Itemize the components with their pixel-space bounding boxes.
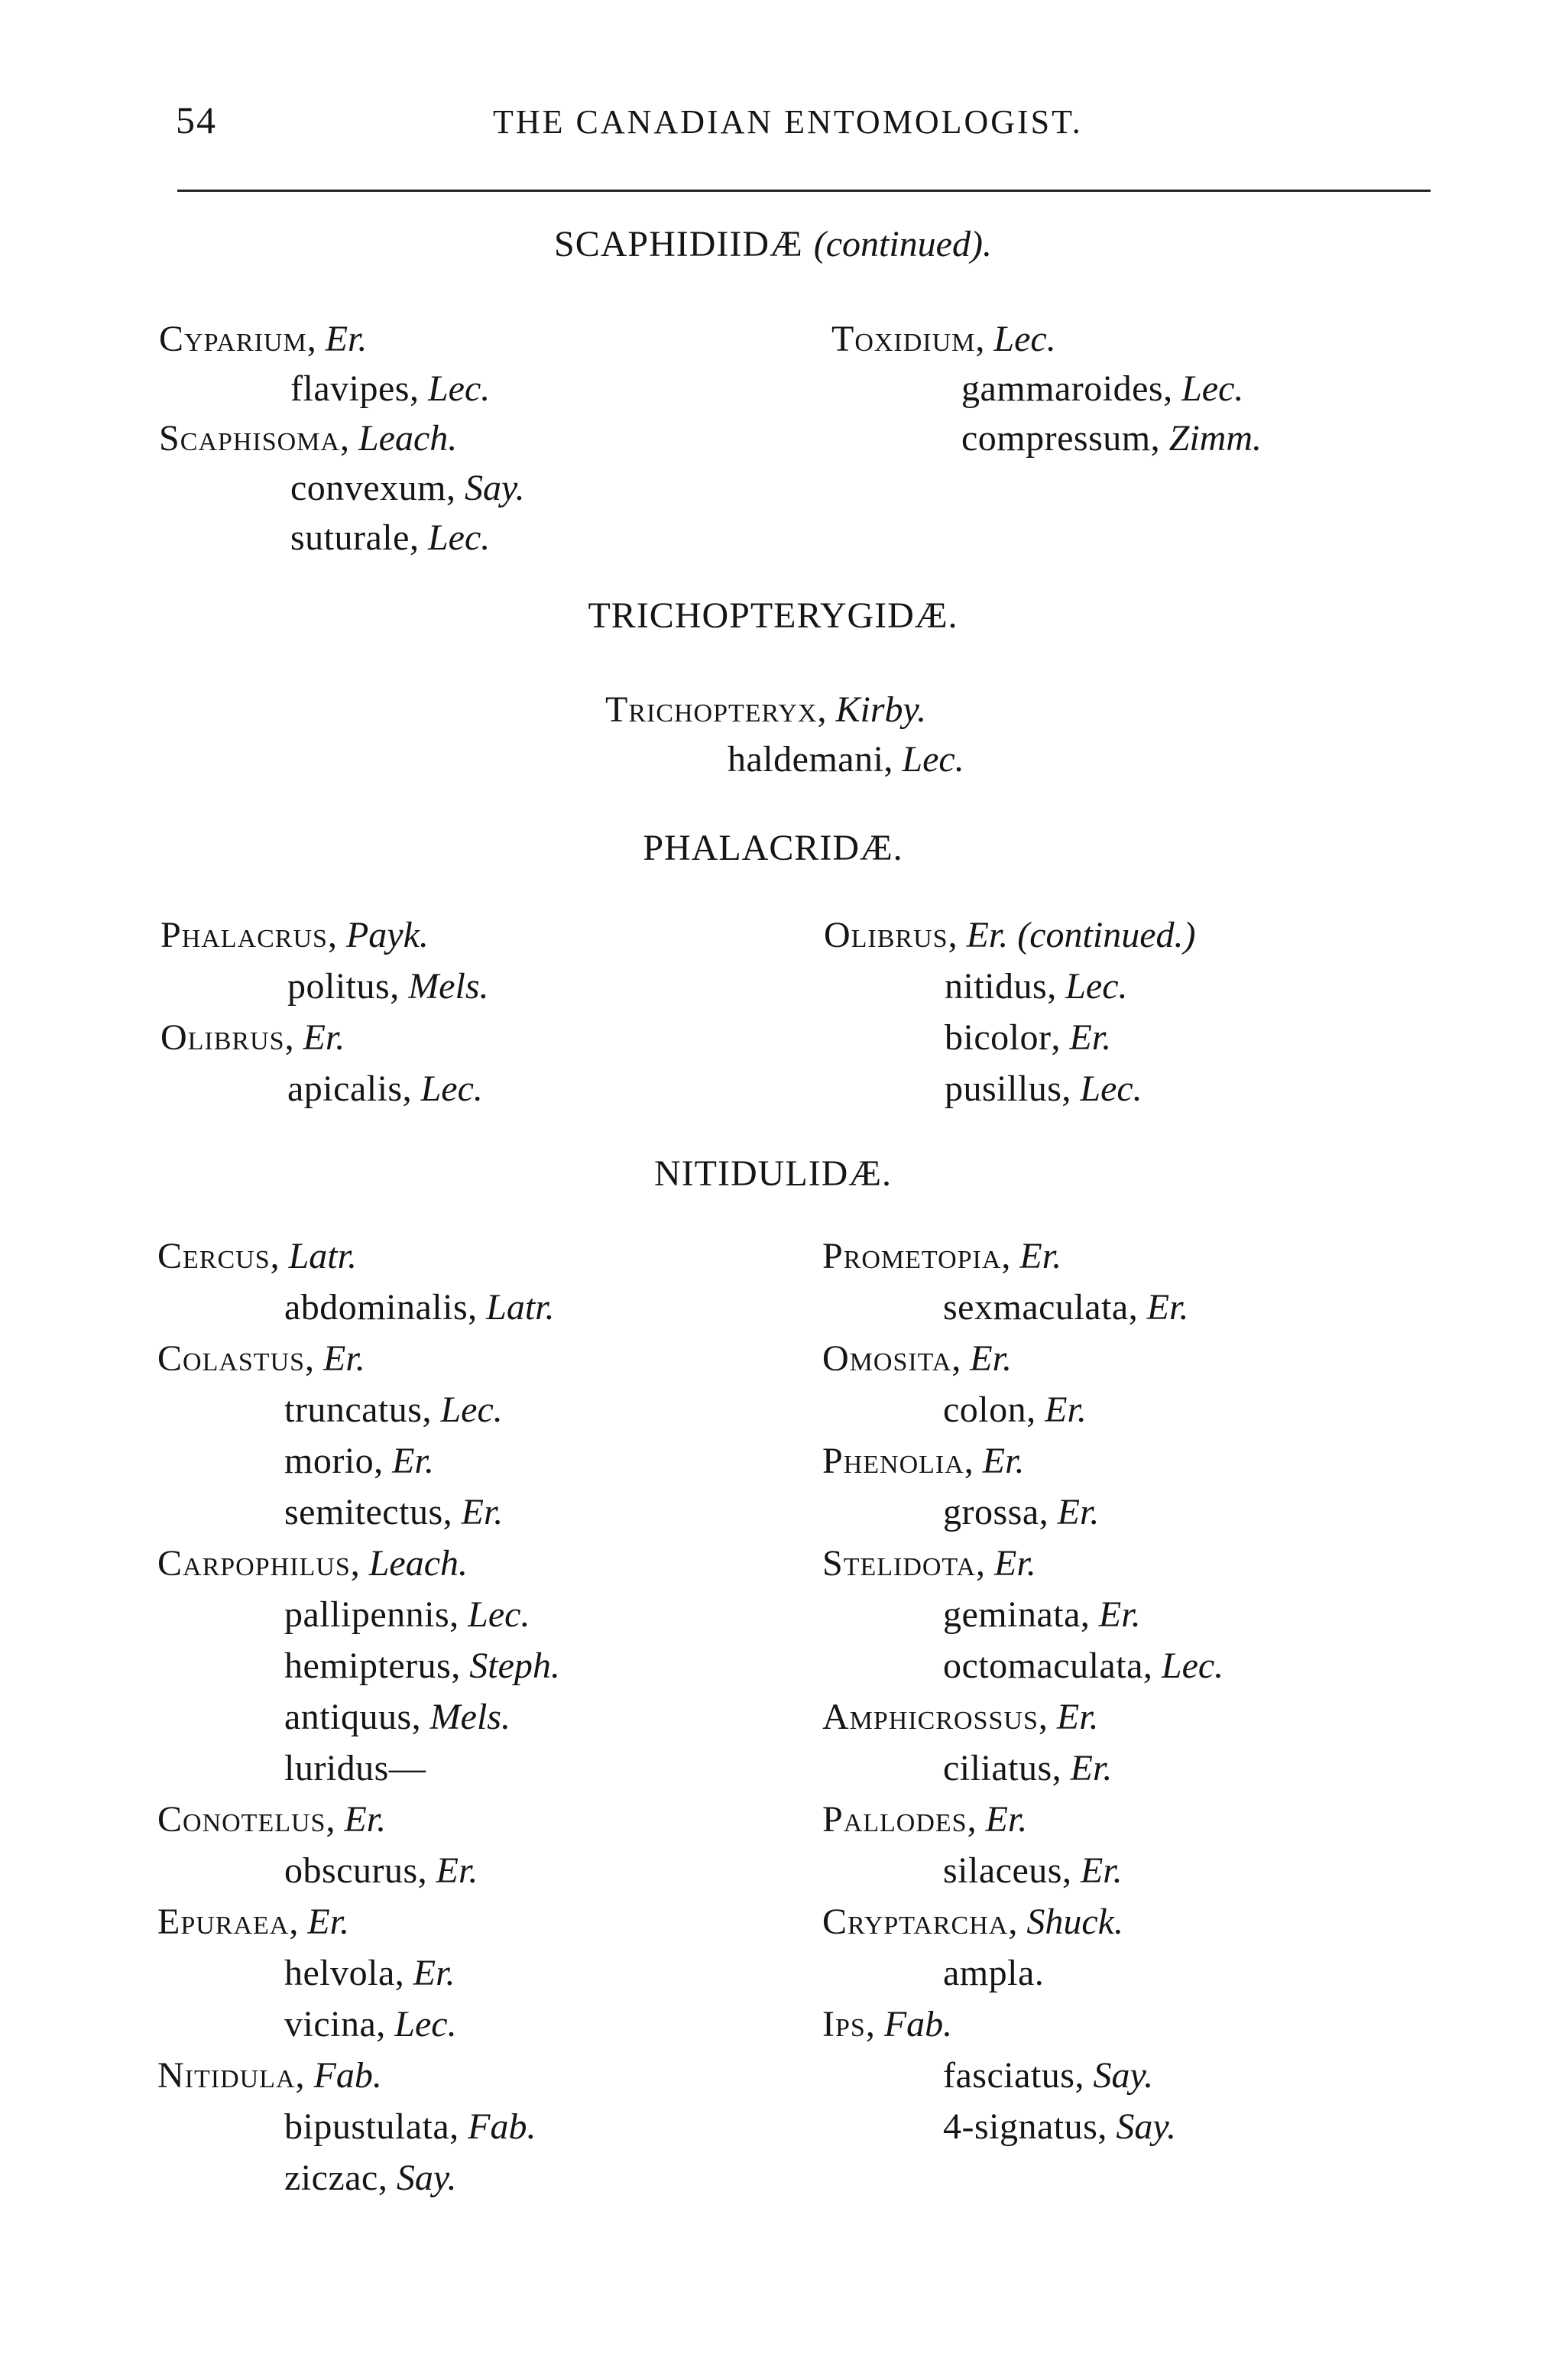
species-name: obscurus — [284, 1850, 418, 1891]
author-name: Lec. — [1181, 368, 1244, 409]
author-name: Fab. — [313, 2055, 382, 2096]
author-name: Zimm. — [1168, 418, 1262, 459]
author-name: Lec. — [440, 1389, 503, 1430]
genus-name: Olibrus — [824, 915, 948, 955]
author-name: Kirby. — [835, 689, 927, 730]
separator: , — [1052, 1748, 1071, 1788]
species-name: colon — [943, 1389, 1027, 1430]
separator: , — [339, 418, 358, 459]
author-name: Lec. — [427, 517, 491, 558]
genus-name: Colastus — [157, 1338, 306, 1379]
genus-name: Stelidota — [822, 1543, 977, 1584]
species-entry — [943, 1594, 1141, 1635]
species-entry — [284, 1955, 455, 1992]
author-name: Shuck. — [1026, 1902, 1123, 1942]
author-name: Leach. — [368, 1543, 468, 1584]
author-name: Lec. — [902, 739, 964, 780]
species-name: truncatus — [284, 1389, 423, 1430]
species-name: abdominalis — [284, 1287, 468, 1328]
species-entry — [945, 1068, 1142, 1109]
separator: , — [1038, 1697, 1057, 1737]
species-name: sexmaculata — [943, 1287, 1129, 1328]
species-name: morio — [284, 1441, 374, 1481]
species-entry — [945, 968, 1128, 1005]
author-name: Er. — [323, 1338, 365, 1379]
genus-name: Olibrus — [160, 1017, 285, 1058]
separator: , — [409, 368, 428, 409]
family-title: NITIDULIDÆ. — [654, 1153, 892, 1194]
species-name: compressum — [961, 418, 1151, 459]
species-entry — [943, 1850, 1123, 1891]
continued-note: (continued). — [813, 224, 992, 264]
species-entry — [961, 420, 1262, 457]
author-name: Leach. — [358, 418, 458, 459]
author-name: Er. — [344, 1799, 387, 1840]
species-entry — [943, 2106, 1176, 2147]
separator: , — [1039, 1492, 1058, 1532]
genus-entry — [831, 321, 1056, 358]
separator: , — [967, 1799, 986, 1840]
separator: , — [289, 1902, 308, 1942]
genus-name: Nitidula — [157, 2055, 296, 2096]
author-name: Say. — [1093, 2055, 1154, 2096]
author-name: Mels. — [429, 1697, 510, 1737]
author-name: Say. — [396, 2158, 457, 2198]
species-name: vicina — [284, 2004, 377, 2044]
separator: , — [1061, 1850, 1081, 1891]
species-name: silaceus — [943, 1850, 1062, 1891]
genus-entry — [822, 1801, 1027, 1838]
author-name: Er. — [1069, 1017, 1112, 1058]
family-title: TRICHOPTERYGIDÆ. — [588, 595, 958, 636]
author-name: Er. — [325, 319, 368, 359]
separator: , — [376, 2004, 395, 2044]
genus-entry — [822, 1443, 1024, 1480]
separator: , — [468, 1287, 487, 1328]
species-entry — [284, 1494, 503, 1531]
species-name: ampla. — [943, 1953, 1045, 1993]
author-name: Er. — [1146, 1287, 1189, 1328]
species-entry — [287, 1068, 483, 1109]
species-entry — [943, 1494, 1099, 1531]
species-entry — [943, 2057, 1153, 2094]
family-heading-scaphidiidae — [0, 223, 1546, 265]
genus-name: Phenolia — [822, 1441, 964, 1481]
genus-name: Pallodes — [822, 1799, 967, 1840]
species-name: luridus— — [284, 1748, 426, 1788]
separator: , — [865, 2004, 884, 2044]
separator: , — [1142, 1646, 1162, 1686]
species-name: apicalis — [287, 1068, 403, 1109]
species-entry — [284, 2006, 457, 2043]
species-entry — [943, 1750, 1112, 1787]
author-name: Er. — [1045, 1389, 1087, 1430]
genus-entry — [822, 1699, 1099, 1736]
genus-name: Omosita — [822, 1338, 952, 1379]
species-name: geminata — [943, 1594, 1081, 1635]
species-entry — [943, 1289, 1188, 1326]
species-name: bipustulata — [284, 2106, 450, 2147]
species-name: hemipterus — [284, 1646, 452, 1686]
separator: , — [378, 2158, 397, 2198]
author-name: Lec. — [427, 368, 491, 409]
author-name: Er. — [413, 1953, 455, 1993]
separator: , — [374, 1441, 393, 1481]
separator: , — [449, 1594, 468, 1635]
family-title: SCAPHIDIIDÆ — [554, 224, 803, 264]
genus-name: Cercus — [157, 1236, 271, 1276]
author-name: Lec. — [1080, 1068, 1142, 1109]
separator: , — [1047, 966, 1066, 1007]
page-number: 54 — [176, 99, 217, 141]
separator: , — [1150, 418, 1169, 459]
species-entry — [284, 1850, 478, 1891]
genus-entry — [822, 1338, 1012, 1379]
author-name: Er. — [985, 1799, 1028, 1840]
species-name: pusillus — [945, 1068, 1062, 1109]
species-entry — [961, 368, 1244, 409]
genus-entry — [157, 2057, 382, 2094]
genus-name: Ips — [822, 2004, 866, 2044]
separator: , — [409, 517, 428, 558]
author-name: Er. — [392, 1441, 434, 1481]
separator: , — [327, 915, 346, 955]
separator: , — [1061, 1068, 1081, 1109]
author-name: Er. — [307, 1902, 350, 1942]
family-heading-nitidulidae — [0, 1153, 1546, 1195]
separator: , — [449, 2106, 468, 2147]
author-name: Lec. — [394, 2004, 457, 2044]
genus-entry — [824, 917, 1196, 954]
author-name: Er. — [1056, 1697, 1099, 1737]
species-name: pallipennis — [284, 1594, 450, 1635]
species-entry — [287, 968, 489, 1005]
species-name: ziczac — [284, 2158, 378, 2198]
author-name: Er. — [982, 1441, 1025, 1481]
genus-name: Prometopia — [822, 1236, 1002, 1276]
author-name: Er. — [461, 1492, 504, 1532]
separator: , — [350, 1543, 369, 1584]
species-name: grossa — [943, 1492, 1039, 1532]
separator: , — [402, 1068, 421, 1109]
species-entry — [284, 1648, 560, 1684]
genus-entry — [605, 689, 927, 730]
species-entry — [943, 1648, 1224, 1684]
family-heading-phalacridae — [0, 827, 1546, 869]
species-entry — [728, 741, 964, 778]
genus-entry — [157, 1338, 365, 1379]
separator: , — [976, 1543, 995, 1584]
author-name: Er. — [1098, 1594, 1141, 1635]
genus-name: Phalacrus — [160, 915, 328, 955]
species-entry — [284, 1443, 434, 1480]
species-entry — [284, 1594, 530, 1635]
genus-name: Trichopteryx — [605, 689, 818, 730]
author-name: Lec. — [1161, 1646, 1224, 1686]
genus-entry — [157, 1904, 349, 1941]
separator: , — [948, 915, 967, 955]
genus-entry — [159, 321, 367, 358]
separator: , — [451, 1646, 470, 1686]
separator: , — [951, 1338, 971, 1379]
genus-entry — [822, 1545, 1036, 1582]
genus-entry — [157, 1238, 357, 1275]
separator: , — [883, 739, 903, 780]
author-name: Lec. — [993, 319, 1056, 359]
family-heading-trichopterygidae — [0, 595, 1546, 637]
author-name: Lec. — [468, 1594, 530, 1635]
separator: , — [1026, 1389, 1045, 1430]
separator: , — [1051, 1017, 1070, 1058]
genus-entry — [160, 1017, 345, 1058]
species-entry — [945, 1017, 1112, 1058]
journal-title: THE CANADIAN ENTOMOLOGIST. — [493, 103, 1083, 141]
separator: , — [411, 1697, 430, 1737]
species-name: suturale — [290, 517, 410, 558]
author-name: Mels. — [408, 966, 489, 1007]
species-entry — [284, 1750, 426, 1787]
author-name: Er. — [970, 1338, 1012, 1379]
author-name: Latr. — [486, 1287, 555, 1328]
species-entry — [284, 1389, 503, 1430]
species-name: fasciatus — [943, 2055, 1075, 2096]
species-name: helvola — [284, 1953, 395, 1993]
author-name: Er. — [994, 1543, 1036, 1584]
separator: , — [1001, 1236, 1020, 1276]
separator: , — [284, 1017, 303, 1058]
species-entry — [284, 2160, 457, 2197]
genus-entry — [157, 1801, 386, 1838]
separator: , — [1074, 2055, 1094, 2096]
separator: , — [1008, 1902, 1027, 1942]
species-name: gammaroides — [961, 368, 1164, 409]
species-entry — [284, 1699, 510, 1736]
species-name: flavipes — [290, 368, 410, 409]
species-name: semitectus — [284, 1492, 443, 1532]
author-name: Lec. — [420, 1068, 483, 1109]
species-entry — [290, 470, 525, 507]
author-name: Er. — [436, 1850, 478, 1891]
author-name: Er. — [1057, 1492, 1100, 1532]
genus-name: Epuraea — [157, 1902, 290, 1942]
author-name: Payk. — [345, 915, 429, 955]
genus-name: Carpophilus — [157, 1543, 351, 1584]
author-name: Say. — [464, 468, 525, 508]
separator: , — [1097, 2106, 1117, 2147]
author-name: Er. — [303, 1017, 345, 1058]
species-name: bicolor — [945, 1017, 1052, 1058]
species-entry — [290, 368, 491, 409]
genus-entry — [160, 917, 429, 954]
species-entry — [290, 517, 491, 558]
species-name: nitidus — [945, 966, 1048, 1007]
separator: , — [394, 1953, 413, 1993]
author-name: Fab. — [883, 2004, 953, 2044]
species-name: ciliatus — [943, 1748, 1052, 1788]
genus-name: Amphicrossus — [822, 1697, 1039, 1737]
separator: , — [964, 1441, 983, 1481]
genus-name: Conotelus — [157, 1799, 326, 1840]
separator: , — [390, 966, 409, 1007]
author-name: Er. — [1070, 1748, 1113, 1788]
genus-entry — [822, 1904, 1123, 1941]
separator: , — [442, 1492, 462, 1532]
author-name: Er. (continued.) — [966, 915, 1196, 955]
genus-name: Cryptarcha — [822, 1902, 1009, 1942]
author-name: Latr. — [288, 1236, 357, 1276]
genus-name: Scaphisoma — [159, 418, 340, 459]
separator: , — [975, 319, 994, 359]
author-name: Steph. — [469, 1646, 560, 1686]
header-rule — [177, 190, 1431, 192]
species-entry — [284, 2106, 536, 2147]
species-name: 4-signatus — [943, 2106, 1098, 2147]
author-name: Lec. — [1065, 966, 1128, 1007]
species-name: convexum — [290, 468, 446, 508]
running-header — [0, 98, 1546, 151]
separator: , — [270, 1236, 289, 1276]
genus-name: Toxidium — [831, 319, 976, 359]
separator: , — [1128, 1287, 1147, 1328]
author-name: Er. — [1080, 1850, 1123, 1891]
species-name: politus — [287, 966, 391, 1007]
species-name: octomaculata — [943, 1646, 1143, 1686]
genus-name: Cyparium — [159, 319, 307, 359]
author-name: Say. — [1116, 2106, 1176, 2147]
genus-entry — [822, 1238, 1061, 1275]
species-name: antiquus — [284, 1697, 412, 1737]
separator: , — [1080, 1594, 1099, 1635]
species-entry — [943, 1955, 1044, 1992]
separator: , — [1163, 368, 1182, 409]
family-title: PHALACRIDÆ. — [643, 828, 903, 868]
author-name: Er. — [1019, 1236, 1062, 1276]
separator: , — [326, 1799, 345, 1840]
separator: , — [305, 1338, 324, 1379]
genus-entry — [822, 2006, 952, 2043]
species-entry — [943, 1389, 1087, 1430]
separator: , — [417, 1850, 436, 1891]
separator: , — [422, 1389, 441, 1430]
separator: , — [817, 689, 836, 730]
separator: , — [446, 468, 465, 508]
species-name: haldemani — [728, 739, 884, 780]
genus-entry — [159, 420, 457, 457]
species-entry — [284, 1289, 555, 1326]
genus-entry — [157, 1545, 468, 1582]
separator: , — [306, 319, 326, 359]
separator: , — [295, 2055, 314, 2096]
author-name: Fab. — [468, 2106, 536, 2147]
